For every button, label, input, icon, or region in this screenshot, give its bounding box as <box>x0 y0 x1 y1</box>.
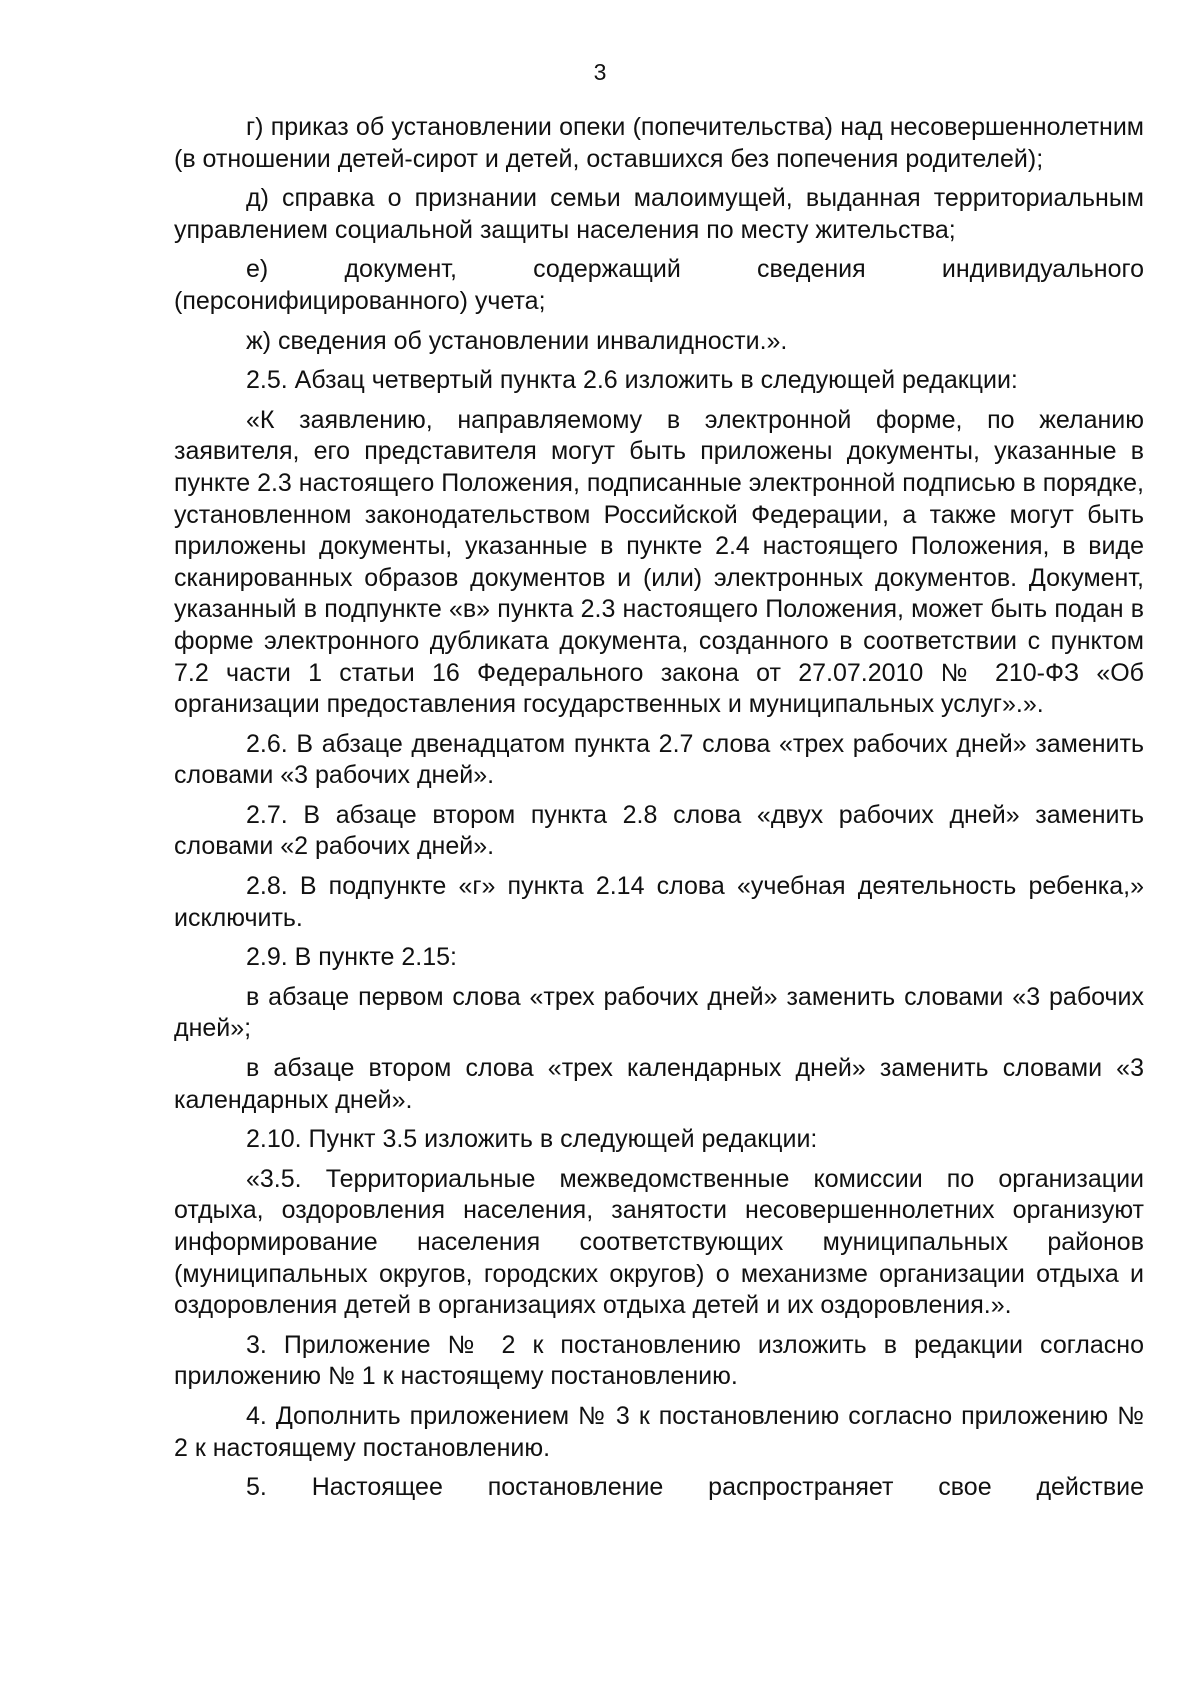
paragraph-subitem-d: д) справка о признании семьи малоимущей, выданная территориальным управлением социальной защиты населения по месту жительства; <box>174 184 1144 244</box>
page-number: 3 <box>593 59 607 85</box>
paragraph-2-5: 2.5. Абзац четвертый пункта 2.6 изложить в следующей редакции: <box>246 366 1018 395</box>
paragraph-2-9: 2.9. В пункте 2.15: <box>246 943 457 972</box>
document-body <box>174 112 1144 1504</box>
paragraph-2-6: 2.6. В абзаце двенадцатом пункта 2.7 слова «трех рабочих дней» заменить словами «3 рабочих дней». <box>174 729 1144 790</box>
paragraph-4: 4. Дополнить приложением № 3 к постановлению согласно приложению № 2 к настоящему постановлению. <box>174 1401 1144 1462</box>
paragraph-2-7: 2.7. В абзаце втором пункта 2.8 слова «двух рабочих дней» заменить словами «2 рабочих дней». <box>174 800 1144 861</box>
paragraph-subitem-zh: ж) сведения об установлении инвалидности.». <box>246 326 788 355</box>
paragraph-subitem-g: г) приказ об установлении опеки (попечительства) над несовершеннолетним (в отношении детей-сирот и детей, оставшихся без попечения родителей); <box>174 113 1144 173</box>
paragraph-2-8: 2.8. В подпункте «г» пункта 2.14 слова «учебная деятельность ребенка,» исключить. <box>174 872 1144 932</box>
paragraph-2-9-second: в абзаце втором слова «трех календарных дней» заменить словами «3 календарных дней». <box>174 1054 1144 1114</box>
paragraph-5: 5. Настоящее постановление распространяет свое действие <box>246 1473 1144 1502</box>
paragraph-2-5-quote: «К заявлению, направляемому в электронной форме, по желанию заявителя, его представителя могут быть приложены документы, указанные в пункте 2.3 настоящего Положения, подписанные электронной подписью в порядке, установленном законодательством Российской Федерации, а также могут быть приложены документы, указанные в пункте 2.4 настоящего Положения, в виде сканированных образов документов и (или) электронных документов. Документ, указанный в подпункте «в» пункта 2.3 настоящего Положения, может быть подан в форме электронного дубликата документа, созданного в соответствии с пунктом 7.2 части 1 статьи 16 Федерального закона от 27.07.2010 № 210-ФЗ «Об организации предоставления государственных и муниципальных услуг».». <box>174 405 1144 719</box>
paragraph-2-10-quote: «3.5. Территориальные межведомственные комиссии по организации отдыха, оздоровления населения, занятости несовершеннолетних организуют информирование населения соответствующих муниципальных районов (муниципальных округов, городских округов) о механизме организации отдыха и оздоровления детей в организациях отдыха детей и их оздоровления.». <box>174 1164 1144 1320</box>
paragraph-2-10: 2.10. Пункт 3.5 изложить в следующей редакции: <box>246 1125 818 1154</box>
paragraph-2-9-first: в абзаце первом слова «трех рабочих дней» заменить словами «3 рабочих дней»; <box>174 982 1144 1043</box>
paragraph-3: 3. Приложение № 2 к постановлению изложить в редакции согласно приложению № 1 к настоящему постановлению. <box>174 1330 1144 1391</box>
paragraph-subitem-e: е) документ, содержащий сведения индивидуального (персонифицированного) учета; <box>174 255 1144 315</box>
